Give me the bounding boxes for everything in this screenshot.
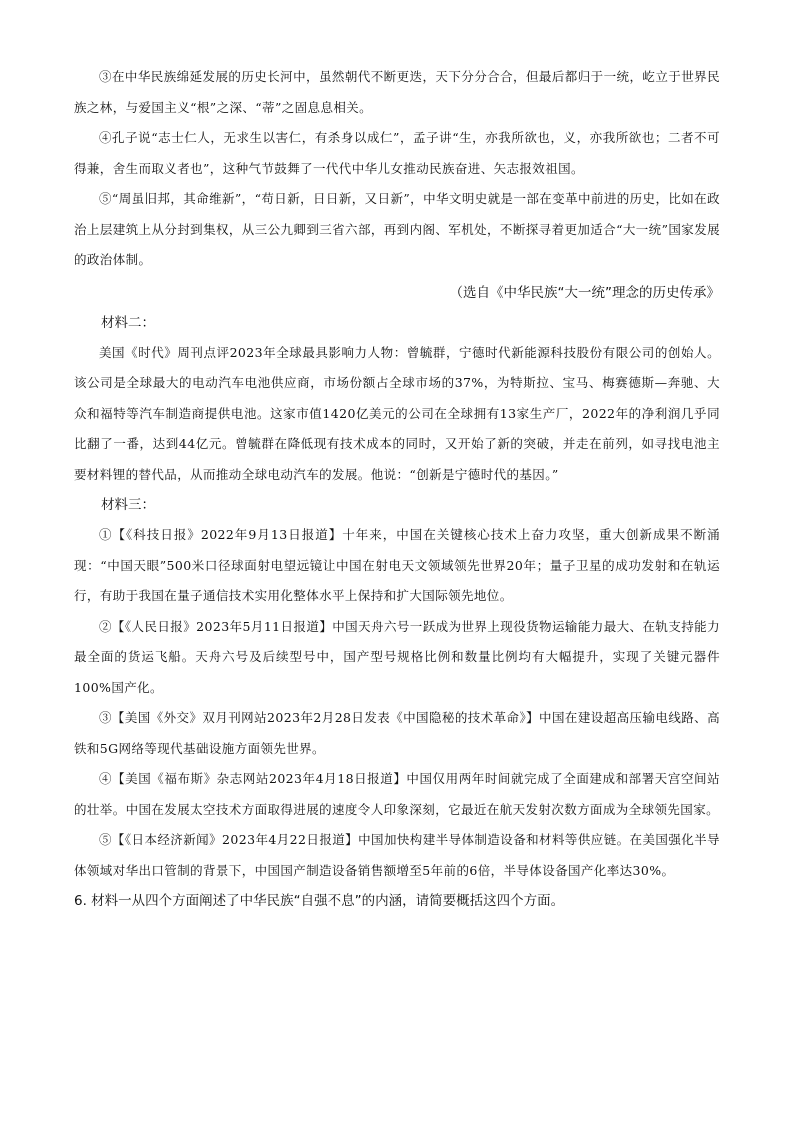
material1-paragraph-5: ⑤“周虽旧邦，其命维新”，“苟日新，日日新，又日新”，中华文明史就是一部在变革中前进的历史，比如在政治上层建筑上从分封到集权，从三公九卿到三省六部，再到内阁、军机处，不断探寻着更加适合“大一统”国家发展的政治体制。 bbox=[74, 191, 720, 267]
material3-heading: 材料三： bbox=[101, 497, 155, 513]
document-page bbox=[74, 0, 720, 916]
material2-heading: 材料二： bbox=[101, 314, 155, 331]
material3-item-4: ④【美国《福布斯》杂志网站2023年4月18日报道】中国仅用两年时间就完成了全面建成和部署天宫空间站的壮举。中国在发展太空技术方面取得进展的速度令人印象深刻，它最近在航天发射次数方面成为全球领先国家。 bbox=[74, 771, 720, 817]
material1-source: （选自《中华民族“大一统”理念的历史传承》 bbox=[449, 284, 720, 301]
material3-item-3: ③【美国《外交》双月刊网站2023年2月28日发表《中国隐秘的技术革命》】中国在建设超高压输电线路、高铁和5G网络等现代基础设施方面领先世界。 bbox=[74, 710, 720, 756]
material3-item-5: ⑤【《日本经济新闻》2023年4月22日报道】中国加快构建半导体制造设备和材料等供应链。在美国强化半导体领域对华出口管制的背景下，中国国产制造设备销售额增至5年前的6倍，半导体设备国产化率达30%。 bbox=[74, 832, 720, 878]
material3-item-1: ①【《科技日报》2022年9月13日报道】十年来，中国在关键核心技术上奋力攻坚，重大创新成果不断涌现：“中国天眼”500米口径球面射电望远镜让中国在射电天文领域领先世界20年；量子卫星的成功发射和在轨运行，有助于我国在量子通信技术实用化整体水平上保持和扩大国际领先地位。 bbox=[74, 527, 720, 603]
material1-paragraph-4: ④孔子说“志士仁人，无求生以害仁，有杀身以成仁”，孟子讲“生，亦我所欲也，义，亦我所欲也；二者不可得兼，舍生而取义者也”，这种气节鼓舞了一代代中华儿女推动民族奋进、矢志报效祖国。 bbox=[74, 130, 720, 176]
material1-paragraph-3: ③在中华民族绵延发展的历史长河中，虽然朝代不断更迭，天下分分合合，但最后都归于一统，屹立于世界民族之林，与爱国主义“根”之深、“蒂”之固息息相关。 bbox=[74, 69, 720, 115]
material2-paragraph: 美国《时代》周刊点评2023年全球最具影响力人物：曾毓群，宁德时代新能源科技股份有限公司的创始人。该公司是全球最大的电动汽车电池供应商，市场份额占全球市场的37%，为特斯拉、宝马、梅赛德斯—奔驰、大众和福特等汽车制造商提供电池。这家市值1420亿美元的公司在全球拥有13家生产厂，2022年的净利润几乎同比翻了一番，达到44亿元。曾毓群在降低现有技术成本的同时，又开始了新的突破，并走在前列，如寻找电池主要材料锂的替代品，从而推动全球电动汽车的发展。他说：“创新是宁德时代的基因。” bbox=[74, 344, 720, 482]
question-6: 6. 材料一从四个方面阐述了中华民族“自强不息”的内涵，请简要概括这四个方面。 bbox=[74, 893, 565, 909]
material3-item-2: ②【《人民日报》2023年5月11日报道】中国天舟六号一跃成为世界上现役货物运输能力最大、在轨支持能力最全面的货运飞船。天舟六号及后续型号中，国产型号规格比例和数量比例均有大幅提升，实现了关键元器件100%国产化。 bbox=[74, 618, 720, 695]
